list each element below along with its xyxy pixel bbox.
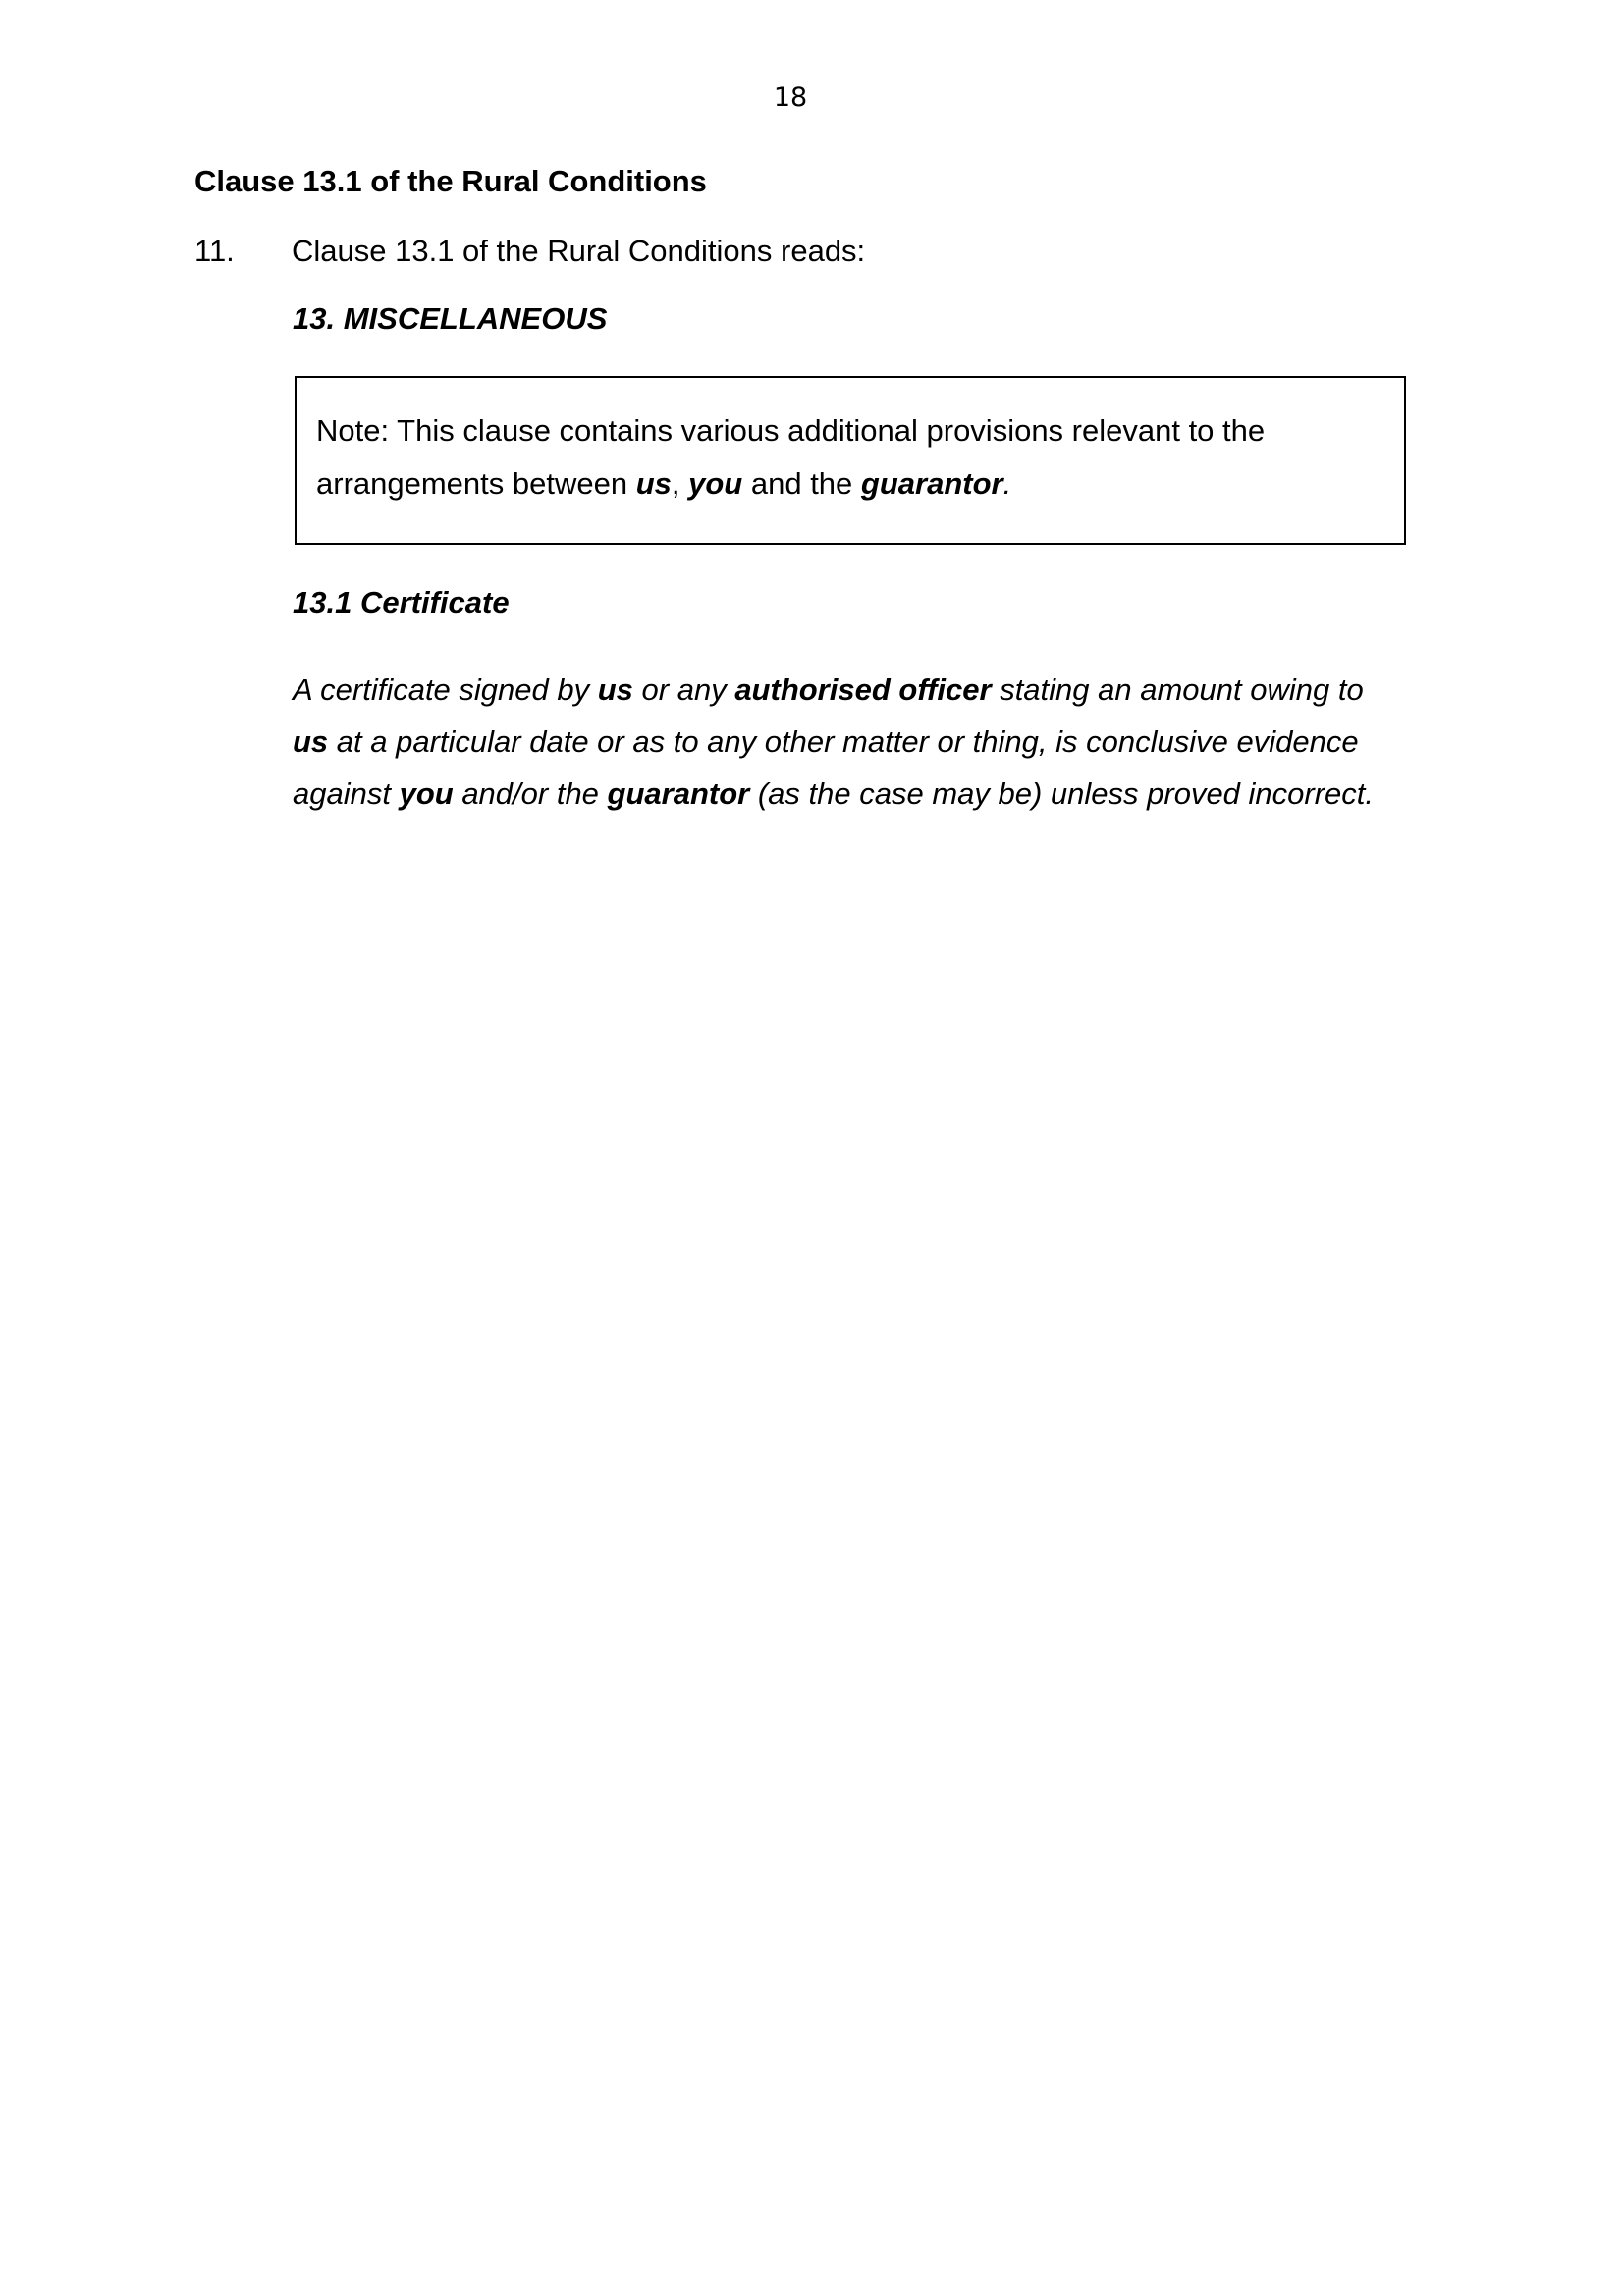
note-line-1: Note: This clause contains various additional provisions relevant to the (316, 413, 1266, 448)
term-us: us (597, 672, 633, 707)
section-heading: Clause 13.1 of the Rural Conditions (194, 164, 707, 198)
note-text: arrangements between (316, 466, 636, 501)
term-guarantor: guarantor (860, 466, 1003, 501)
term-authorised-officer: authorised officer (734, 672, 992, 707)
clause-line-3 (293, 768, 1412, 820)
clause-text: (as the case may be) unless proved incorrect. (749, 776, 1375, 811)
term-you: you (688, 466, 743, 501)
quoted-clause-text (293, 664, 1412, 820)
paragraph-text: Clause 13.1 of the Rural Conditions reads: (292, 234, 866, 268)
term-guarantor: guarantor (607, 776, 750, 811)
clause-text: A certificate signed by (293, 672, 598, 707)
numbered-paragraph (194, 234, 1422, 269)
clause-text: or any (632, 672, 735, 707)
term-you: you (399, 776, 454, 811)
clause-line-1 (293, 664, 1412, 716)
page-number: 18 (773, 82, 808, 113)
note-text: , (671, 466, 689, 501)
paragraph-number: 11. (194, 234, 235, 268)
clause-text: at a particular date or as to any other matter or thing, is conclusive evidence (328, 724, 1359, 759)
term-us: us (293, 724, 329, 759)
clause-text: stating an amount owing to (991, 672, 1364, 707)
quoted-section-title: 13. MISCELLANEOUS (293, 301, 608, 336)
note-text: . (1002, 466, 1012, 501)
clause-line-2 (293, 716, 1412, 768)
clause-text: against (293, 776, 400, 811)
note-box (295, 376, 1406, 545)
clause-text: and/or the (453, 776, 608, 811)
note-text: and the (742, 466, 861, 501)
term-us: us (635, 466, 672, 501)
quoted-subsection-title: 13.1 Certificate (293, 585, 510, 619)
note-line-2 (316, 457, 1384, 510)
